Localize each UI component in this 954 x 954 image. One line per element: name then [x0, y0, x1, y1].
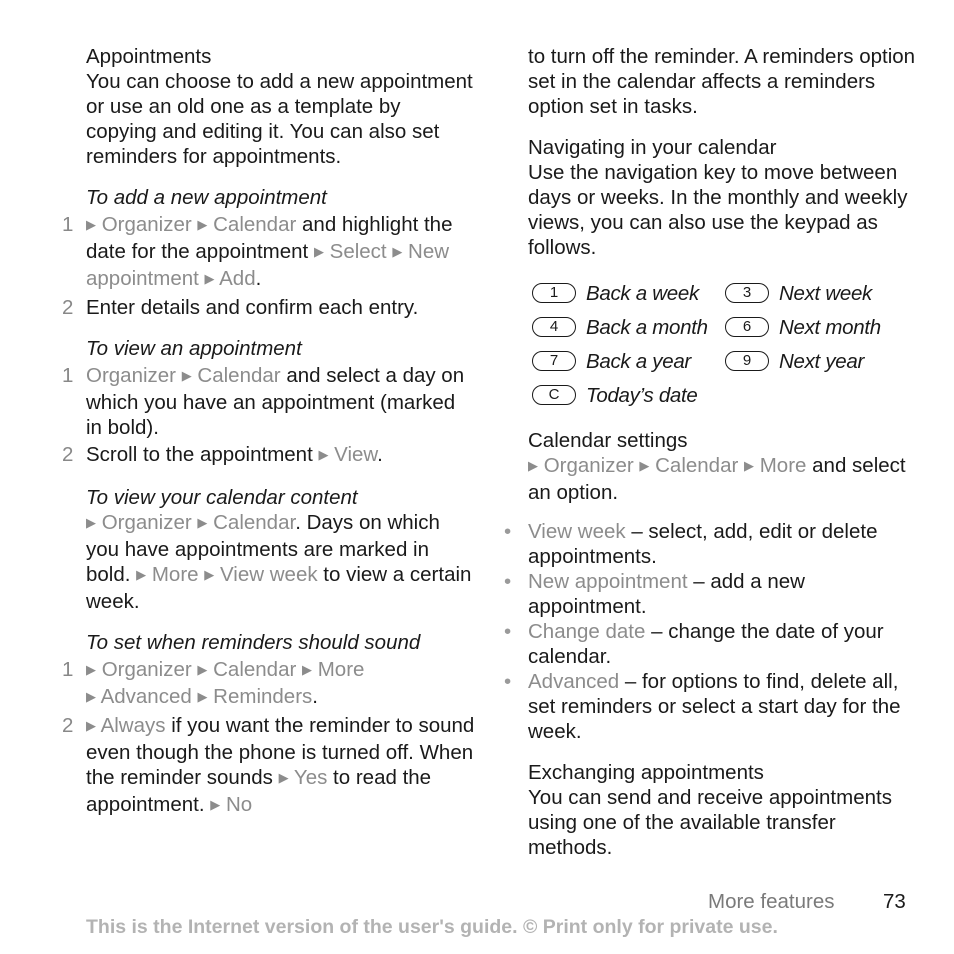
key-icon: 6 — [725, 317, 769, 337]
reminders-section — [62, 630, 476, 819]
option-text: – add a new appointment. — [528, 570, 805, 618]
arrow-icon: ▶ — [197, 689, 208, 704]
menu-calendar: Calendar — [197, 364, 281, 387]
keypad-shortcut — [532, 281, 725, 306]
list-item — [504, 619, 918, 669]
option-term: New appointment — [528, 570, 688, 593]
arrow-icon: ▶ — [210, 797, 221, 812]
keypad-shortcut — [725, 349, 918, 374]
list-item — [504, 519, 918, 569]
option-text: – change the date of your calendar. — [528, 620, 884, 668]
arrow-icon: ▶ — [86, 689, 96, 704]
key-icon: 4 — [532, 317, 576, 337]
menu-organizer: Organizer — [101, 658, 192, 681]
right-column — [504, 44, 918, 860]
arrow-icon: ▶ — [197, 217, 208, 232]
copyright-notice: This is the Internet version of the user's guide. © Print only for private use. — [86, 916, 778, 938]
key-label: Today’s date — [586, 383, 698, 407]
menu-organizer: Organizer — [543, 454, 634, 477]
step-end: . — [377, 443, 383, 466]
step-number: 2 — [62, 443, 74, 466]
key-label: Next week — [779, 281, 873, 305]
step-number: 2 — [62, 296, 74, 319]
option-term: Advanced — [528, 670, 620, 693]
option-text: – select, add, edit or delete appointments. — [528, 520, 878, 568]
reminders-step-1 — [62, 657, 476, 711]
key-icon: 3 — [725, 283, 769, 303]
key-icon: 7 — [532, 351, 576, 371]
keypad-row — [532, 310, 918, 344]
exchanging-heading: Exchanging appointments — [528, 761, 764, 784]
bullet-icon: • — [504, 670, 512, 693]
menu-calendar: Calendar — [213, 511, 296, 534]
arrow-icon: ▶ — [86, 662, 96, 677]
arrow-icon: ▶ — [86, 217, 96, 232]
step-text: and highlight the date for the appointment — [86, 213, 453, 263]
arrow-icon: ▶ — [392, 244, 403, 259]
key-label: Back a month — [586, 315, 708, 339]
arrow-icon: ▶ — [136, 567, 147, 582]
step-text: and select a day on which you have an appointment (marked in bold). — [86, 364, 465, 439]
body-text-end: to view a certain week. — [86, 563, 472, 613]
calendar-settings-heading: Calendar settings — [528, 429, 688, 452]
menu-more: More — [759, 454, 807, 477]
step-text: Scroll to the appointment — [86, 443, 319, 466]
bullet-icon: • — [504, 520, 512, 543]
body-text: . Days on which you have appointments are marked in bold. — [86, 511, 440, 586]
arrow-icon: ▶ — [86, 718, 96, 733]
keypad-row — [532, 378, 918, 412]
step-text-2: to read the appointment. — [86, 766, 432, 816]
list-item — [504, 569, 918, 619]
option-text: – for options to find, delete all, set reminders or select a start day for the week. — [528, 670, 901, 743]
view-appointment-heading: To view an appointment — [86, 337, 302, 360]
menu-select: Select — [329, 240, 387, 263]
arrow-icon: ▶ — [181, 368, 192, 383]
body-text: and select an option. — [528, 454, 906, 504]
reminders-heading: To set when reminders should sound — [86, 631, 421, 654]
arrow-icon: ▶ — [204, 271, 215, 286]
arrow-icon: ▶ — [302, 662, 313, 677]
keypad-row — [532, 276, 918, 310]
keypad-shortcut — [725, 315, 918, 340]
calendar-settings-body — [528, 453, 918, 505]
view-appointment-section — [62, 336, 476, 469]
menu-more: More — [317, 658, 365, 681]
arrow-icon: ▶ — [204, 567, 215, 582]
menu-no: No — [225, 793, 253, 816]
view-step-1 — [62, 363, 476, 440]
left-column — [62, 44, 476, 819]
bullet-icon: • — [504, 620, 512, 643]
keypad-shortcut — [532, 315, 725, 340]
menu-view: View — [334, 443, 378, 466]
navigating-body: Use the navigation key to move between days or weeks. In the monthly and weekly views, you can also use the keypad as follows. — [528, 161, 908, 259]
exchanging-section — [528, 760, 918, 860]
arrow-icon: ▶ — [318, 447, 329, 462]
key-icon: 1 — [532, 283, 576, 303]
arrow-icon: ▶ — [639, 458, 650, 473]
keypad-shortcut — [532, 383, 728, 408]
arrow-icon: ▶ — [528, 458, 538, 473]
key-label: Next year — [779, 349, 865, 373]
key-label: Next month — [779, 315, 881, 339]
key-label: Back a week — [586, 281, 699, 305]
menu-more: More — [151, 563, 199, 586]
menu-calendar: Calendar — [655, 454, 739, 477]
arrow-icon: ▶ — [744, 458, 755, 473]
calendar-content-heading: To view your calendar content — [86, 486, 358, 509]
navigating-heading: Navigating in your calendar — [528, 136, 777, 159]
menu-advanced: Advanced — [100, 685, 192, 708]
calendar-settings-section — [528, 428, 918, 505]
calendar-content-section — [86, 485, 476, 614]
appointments-section — [86, 44, 476, 169]
menu-organizer: Organizer — [101, 213, 192, 236]
arrow-icon: ▶ — [197, 662, 208, 677]
view-step-2 — [62, 442, 476, 469]
arrow-icon: ▶ — [86, 515, 96, 530]
key-label: Back a year — [586, 349, 691, 373]
arrow-icon: ▶ — [278, 770, 289, 785]
bullet-icon: • — [504, 570, 512, 593]
add-step-2 — [62, 295, 476, 320]
footer-section-title: More features — [708, 890, 835, 913]
keypad-shortcuts — [528, 276, 918, 412]
calendar-content-body — [86, 510, 476, 614]
arrow-icon: ▶ — [313, 244, 324, 259]
appointments-heading: Appointments — [86, 45, 212, 68]
menu-reminders: Reminders — [213, 685, 313, 708]
add-appointment-heading: To add a new appointment — [86, 186, 327, 209]
key-icon: 9 — [725, 351, 769, 371]
menu-organizer: Organizer — [101, 511, 192, 534]
step-end: . — [312, 685, 318, 708]
step-number: 2 — [62, 714, 74, 737]
keypad-shortcut — [532, 349, 725, 374]
menu-view-week: View week — [219, 563, 318, 586]
menu-always: Always — [100, 714, 166, 737]
step-number: 1 — [62, 364, 74, 387]
menu-organizer: Organizer — [86, 364, 177, 387]
step-number: 1 — [62, 658, 74, 681]
menu-calendar: Calendar — [213, 658, 297, 681]
continued-text: to turn off the reminder. A reminders option set in the calendar affects a reminders option set in tasks. — [528, 45, 916, 118]
navigating-section — [528, 135, 918, 260]
keypad-row — [532, 344, 918, 378]
settings-options-list — [504, 519, 918, 744]
appointments-body: You can choose to add a new appointment or use an old one as a template by copying and editing it. You can also set reminders for appointments. — [86, 70, 473, 168]
exchanging-body: You can send and receive appointments using one of the available transfer methods. — [528, 786, 892, 859]
option-term: View week — [528, 520, 626, 543]
menu-new-appointment: New appointment — [86, 240, 450, 290]
key-icon: C — [532, 385, 576, 405]
step-end: . — [255, 267, 262, 290]
step-text: if you want the reminder to sound even though the phone is turned off. When the reminder sounds — [86, 714, 475, 789]
step-text: Enter details and confirm each entry. — [86, 296, 419, 319]
list-item — [504, 669, 918, 744]
menu-calendar: Calendar — [213, 213, 297, 236]
menu-add: Add — [219, 267, 256, 290]
option-term: Change date — [528, 620, 646, 643]
reminders-step-2 — [62, 713, 476, 819]
keypad-shortcut — [725, 281, 918, 306]
step-number: 1 — [62, 213, 74, 236]
arrow-icon: ▶ — [197, 515, 208, 530]
add-appointment-section — [62, 185, 476, 320]
add-step-1 — [62, 212, 476, 293]
page-number: 73 — [883, 890, 906, 913]
menu-yes: Yes — [293, 766, 328, 789]
